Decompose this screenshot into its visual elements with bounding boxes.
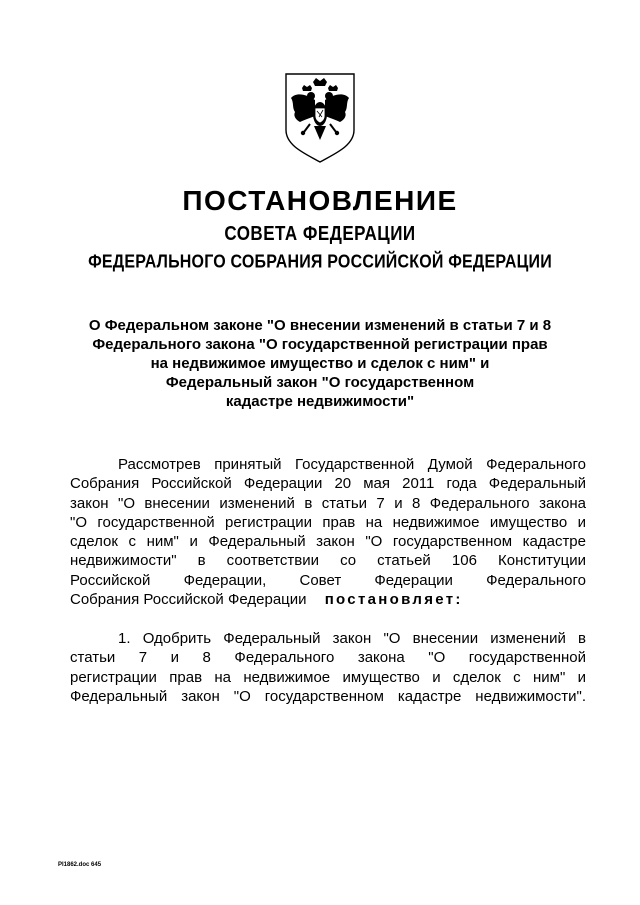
preamble-line: Российской Федерации, Совет Федерации Федерального [70,571,586,589]
document-title: ПОСТАНОВЛЕНИЕ [182,185,458,216]
preamble-paragraph [70,455,586,609]
subject-line: кадастре недвижимости" [225,393,415,410]
issuing-body: СОВЕТА ФЕДЕРАЦИИ [224,222,416,245]
preamble-last-line: Собрания Российской Федерации [70,591,307,609]
issuing-body-full: ФЕДЕРАЛЬНОГО СОБРАНИЯ РОССИЙСКОЙ ФЕДЕРАЦИИ [88,252,552,273]
russian-coat-of-arms-icon [282,72,358,164]
preamble-line [70,590,586,609]
preamble-line: недвижимости" в соответствии со статьей 106 Конституции [70,552,586,570]
item-line: регистрации прав на недвижимое имущество и сделок с ним" и [70,668,586,686]
item-line: Федеральный закон "О государственном кадастре недвижимости". [70,687,586,705]
document-subject [60,316,580,411]
subject-line: Федерального закона "О государственной регистрации прав [92,336,548,353]
document-code: Pl1862.doc 645 [58,862,102,868]
item-line: статьи 7 и 8 Федерального закона "О государственной [70,649,586,667]
subject-line: О Федеральном законе "О внесении изменений в статьи 7 и 8 [88,317,552,334]
preamble-line: сделок с ним" и Федеральный закон "О государственном кадастре [70,533,586,551]
item-1-paragraph [70,629,586,706]
resolution-keyword: постановляет: [324,591,463,609]
item-line: 1. Одобрить Федеральный закон "О внесении изменений в [118,630,586,647]
preamble-line: "О государственной регистрации прав на недвижимое имущество и [70,513,586,531]
subject-line: Федеральный закон "О государственном [165,374,475,391]
preamble-line: Собрания Российской Федерации 20 мая 2011 года Федеральный [70,475,586,493]
preamble-line: Рассмотрев принятый Государственной Думой Федерального [118,456,586,473]
subject-line: на недвижимое имущество и сделок с ним" и [150,355,490,372]
preamble-line: закон "О внесении изменений в статьи 7 и 8 Федерального закона [70,494,586,512]
